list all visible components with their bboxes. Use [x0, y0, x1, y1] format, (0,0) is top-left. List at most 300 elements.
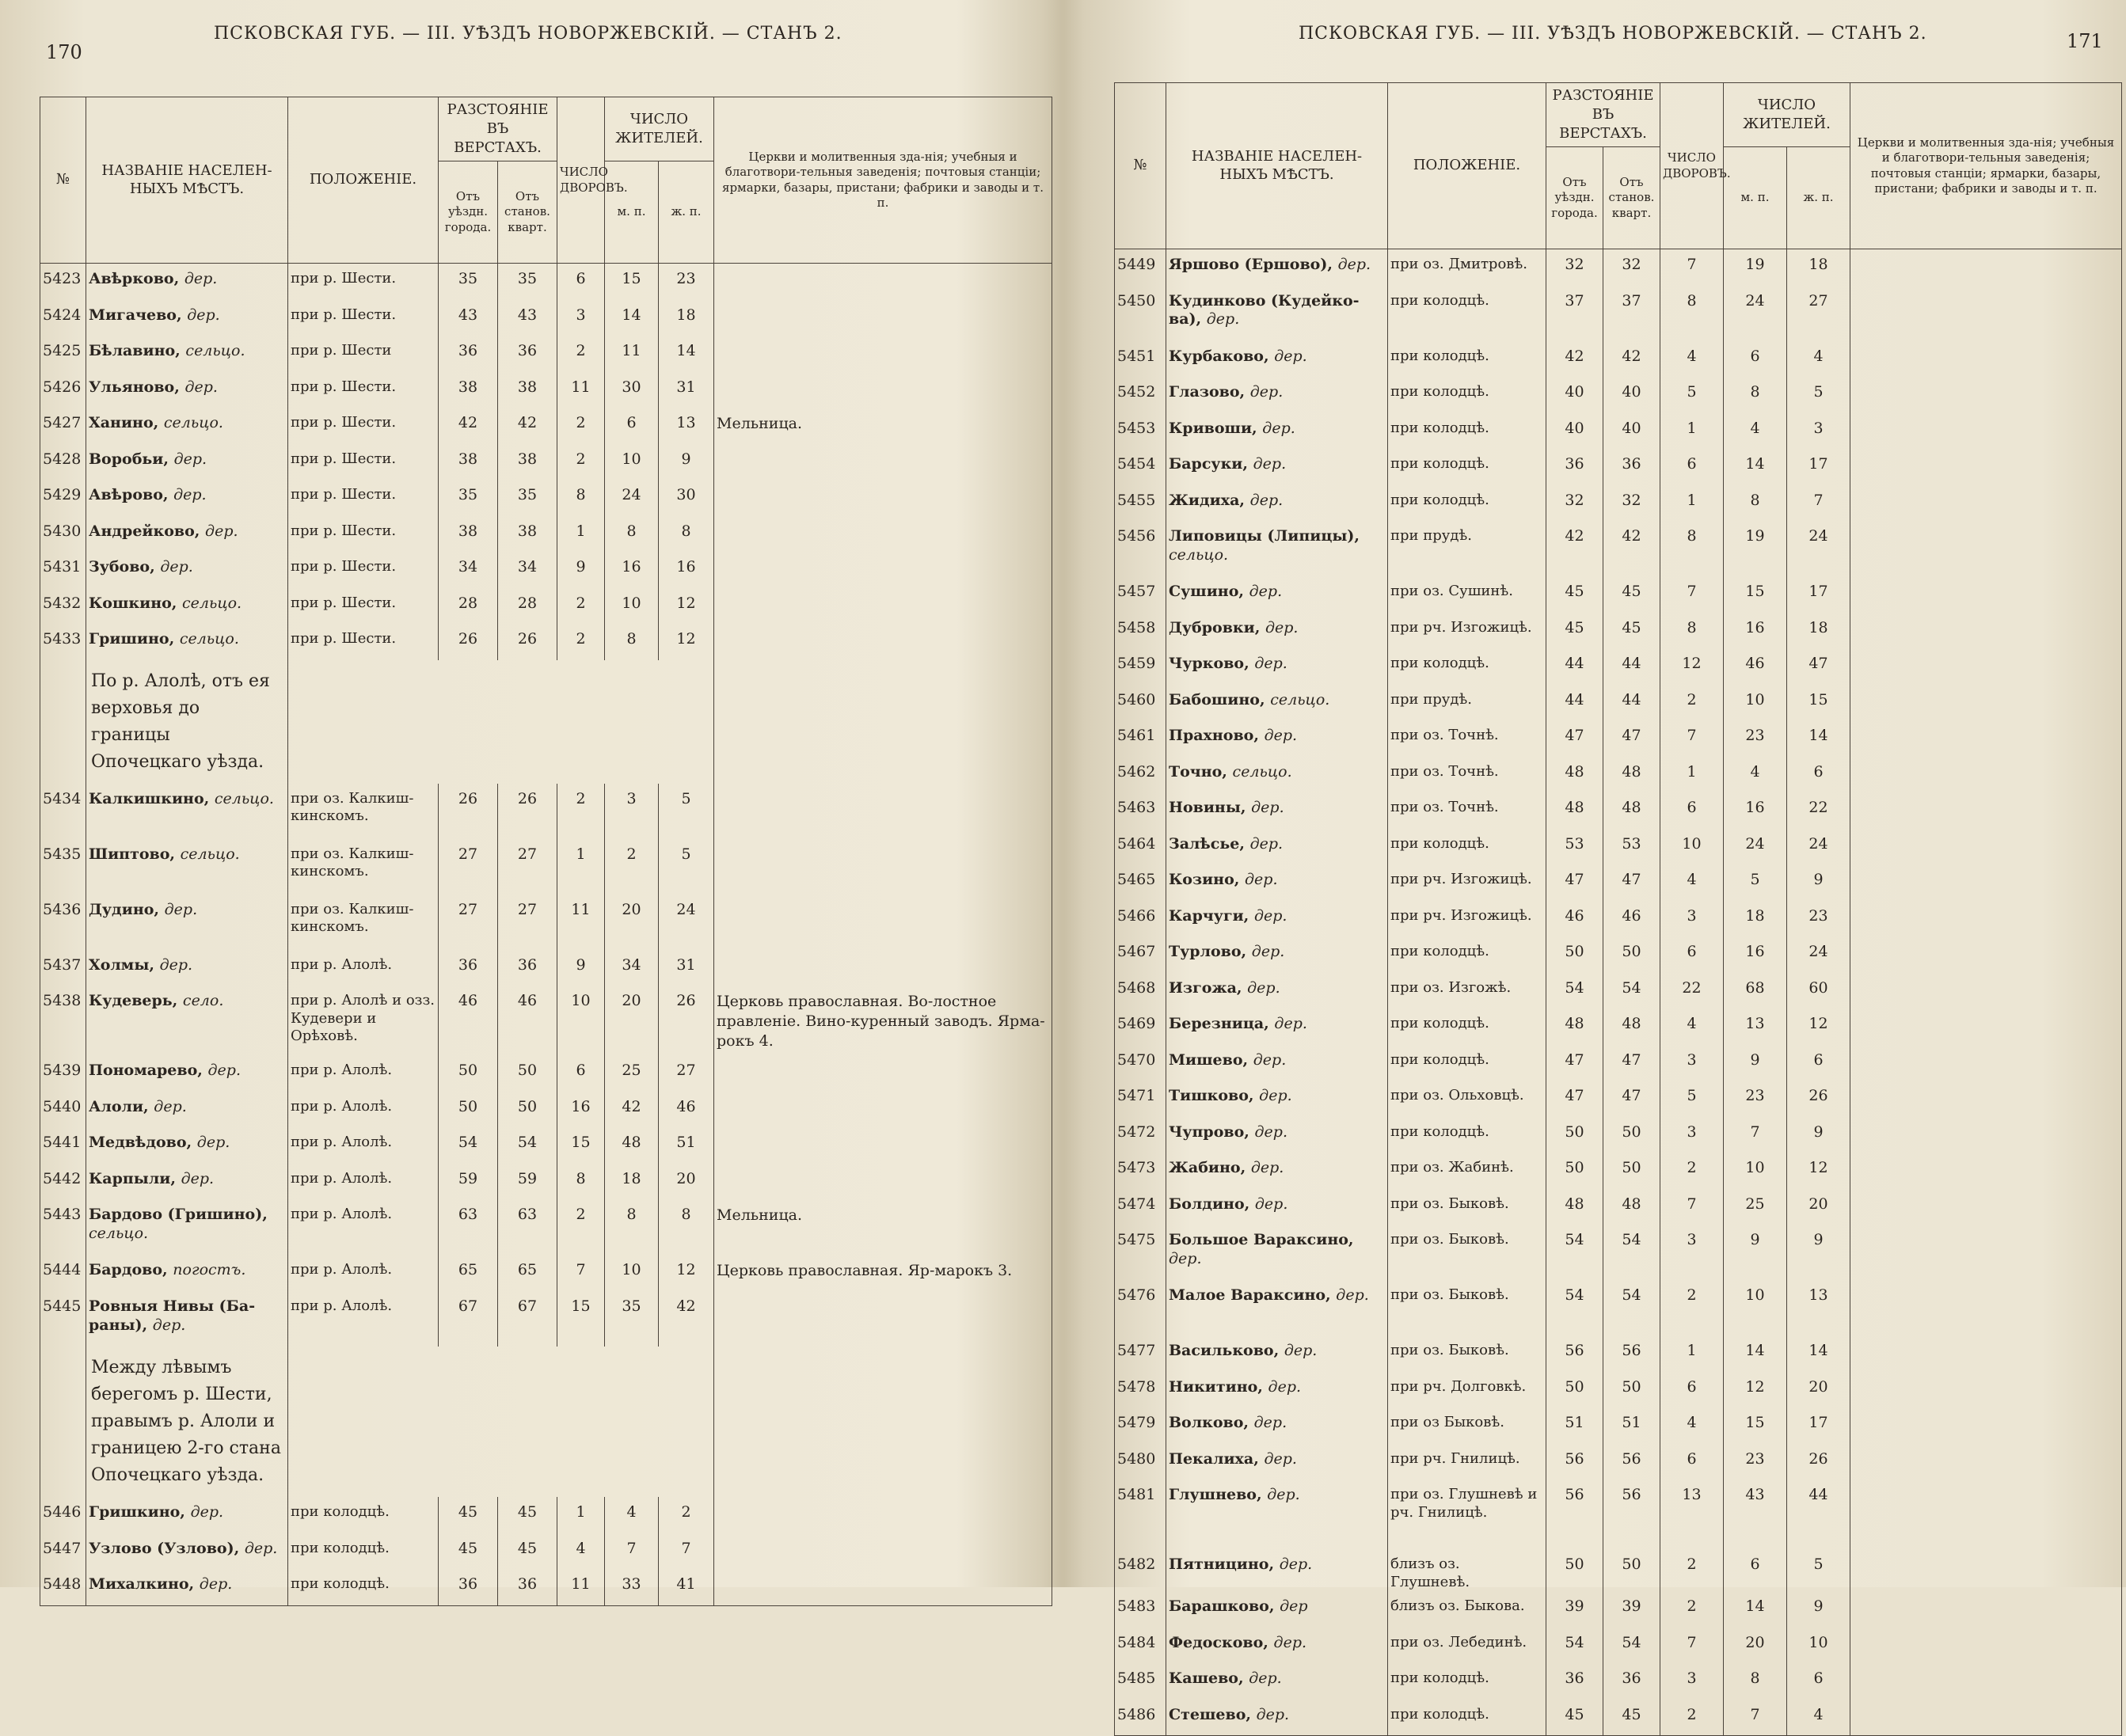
distance-city: 35: [439, 480, 498, 516]
settlement-type: дер.: [1253, 455, 1287, 473]
remarks: [1850, 1153, 2122, 1189]
page-number: 170: [46, 41, 82, 63]
male-count: 8: [1724, 485, 1787, 522]
remarks: [714, 300, 1052, 336]
households: 2: [557, 624, 605, 660]
row-number: 5476: [1115, 1280, 1166, 1335]
remarks: Церковь православная. Во-лостное правленіе. Вино-куренный заводъ. Ярма-рокъ 4.: [714, 986, 1052, 1055]
female-count: 20: [1787, 1189, 1850, 1225]
remarks: [1850, 341, 2122, 378]
position: при рч. Долговкѣ.: [1388, 1372, 1546, 1408]
settlement-type: дер.: [1245, 871, 1278, 888]
row-number: 5431: [40, 552, 86, 588]
settlement-type: дер.: [1251, 799, 1284, 816]
table-row: [1115, 413, 2122, 450]
female-count: 9: [1787, 864, 1850, 901]
position: при р. Алолѣ.: [288, 950, 439, 986]
distance-city: 27: [439, 839, 498, 895]
place-name-text: Кашево,: [1169, 1670, 1244, 1687]
row-number: 5454: [1115, 449, 1166, 485]
position: при оз. Быковѣ.: [1388, 1335, 1546, 1372]
female-count: 17: [1787, 1407, 1850, 1444]
place-name: [86, 950, 288, 986]
table-row: [40, 1497, 1052, 1533]
remarks: [1850, 1009, 2122, 1045]
place-name-text: Точно,: [1169, 762, 1227, 781]
households: 11: [557, 1569, 605, 1605]
row-number: 5474: [1115, 1189, 1166, 1225]
male-count: 23: [1724, 1081, 1787, 1117]
distance-station: 51: [1603, 1407, 1660, 1444]
distance-city: 26: [439, 784, 498, 839]
header-female: ж. п.: [1787, 147, 1850, 249]
place-name-text: Бабошино,: [1169, 690, 1265, 708]
distance-city: 54: [439, 1127, 498, 1164]
table-row: [1115, 864, 2122, 901]
settlement-type: сельцо.: [179, 630, 239, 648]
female-count: 12: [1787, 1009, 1850, 1045]
place-name: [86, 480, 288, 516]
table-row: [1115, 1700, 2122, 1736]
place-name-text: Барашково,: [1169, 1597, 1275, 1615]
settlement-type: дер.: [1250, 1159, 1284, 1176]
distance-station: 45: [498, 1533, 557, 1570]
table-row: [40, 336, 1052, 372]
settlement-type: дер.: [1256, 1705, 1290, 1723]
distance-city: 39: [1546, 1591, 1603, 1628]
households: 2: [1660, 1549, 1724, 1591]
settlement-type: дер.: [1254, 1195, 1288, 1213]
distance-city: 50: [1546, 1549, 1603, 1591]
distance-station: 56: [1603, 1335, 1660, 1372]
households: 1: [557, 516, 605, 553]
remarks: [714, 588, 1052, 625]
female-count: 18: [659, 300, 714, 336]
male-count: 14: [605, 300, 659, 336]
position: при колодцѣ.: [288, 1533, 439, 1570]
remarks: [1850, 648, 2122, 685]
female-count: 5: [1787, 377, 1850, 413]
households: 6: [557, 1055, 605, 1092]
position: при колодцѣ.: [1388, 1009, 1546, 1045]
remarks: [1850, 720, 2122, 757]
place-name: [1166, 249, 1388, 286]
female-count: 17: [1787, 576, 1850, 613]
distance-station: 42: [1603, 521, 1660, 576]
male-count: 7: [1724, 1700, 1787, 1736]
position: при рч. Изгожицѣ.: [1388, 864, 1546, 901]
male-count: 16: [1724, 792, 1787, 829]
male-count: 9: [1724, 1225, 1787, 1280]
place-name-text: Андрейково,: [89, 522, 200, 540]
table-row: [40, 1533, 1052, 1570]
female-count: 10: [1787, 1628, 1850, 1664]
header-remarks: Церкви и молитвенныя зда-нія; учебныя и благотвори-тельныя заведенія; почтовыя станціи; ярмарки, базары, пристани; фабрики и заводы и т. п.: [1850, 83, 2122, 249]
households: 11: [557, 895, 605, 950]
header-from-city: Отъ уѣздн. города.: [439, 161, 498, 264]
distance-station: 35: [498, 480, 557, 516]
female-count: 22: [1787, 792, 1850, 829]
place-name: [1166, 792, 1388, 829]
distance-city: 38: [439, 516, 498, 553]
distance-city: 36: [1546, 1663, 1603, 1700]
households: 8: [1660, 521, 1724, 576]
position: при оз. Сушинѣ.: [1388, 576, 1546, 613]
row-number: 5445: [40, 1291, 86, 1347]
male-count: 10: [605, 588, 659, 625]
header-households: ЧИСЛО ДВОРОВЪ.: [557, 97, 605, 264]
place-name-text: Прахново,: [1169, 727, 1259, 744]
female-count: 14: [1787, 1335, 1850, 1372]
place-name-text: Болдино,: [1169, 1195, 1250, 1213]
remarks: [1850, 1045, 2122, 1081]
position: близъ оз. Быкова.: [1388, 1591, 1546, 1628]
male-count: 4: [1724, 757, 1787, 793]
table-row: [1115, 341, 2122, 378]
male-count: 19: [1724, 521, 1787, 576]
place-name: [1166, 1372, 1388, 1408]
distance-station: 50: [1603, 1372, 1660, 1408]
settlement-type: дер.: [181, 1169, 215, 1187]
households: 16: [557, 1092, 605, 1128]
row-number: 5423: [40, 264, 86, 300]
female-count: 18: [1787, 613, 1850, 649]
households: 2: [1660, 1700, 1724, 1736]
female-count: 6: [1787, 757, 1850, 793]
place-name-text: Жидиха,: [1169, 491, 1246, 509]
households: 1: [1660, 1335, 1724, 1372]
position: при колодцѣ.: [1388, 449, 1546, 485]
remarks: [1850, 1628, 2122, 1664]
female-count: 46: [659, 1092, 714, 1128]
table-row: [40, 1291, 1052, 1347]
distance-station: 32: [1603, 249, 1660, 286]
distance-city: 43: [439, 300, 498, 336]
row-number: 5466: [1115, 901, 1166, 937]
position: при р. Алолѣ.: [288, 1092, 439, 1128]
female-count: 7: [1787, 485, 1850, 522]
male-count: 3: [605, 784, 659, 839]
households: 15: [557, 1127, 605, 1164]
table-row: [40, 895, 1052, 950]
distance-city: 56: [1546, 1480, 1603, 1549]
households: 3: [557, 300, 605, 336]
place-name: [1166, 1628, 1388, 1664]
distance-city: 32: [1546, 249, 1603, 286]
place-name-text: Зубово,: [89, 558, 155, 576]
header-male: м. п.: [605, 161, 659, 264]
settlement-type: дер.: [196, 1134, 230, 1152]
remarks: [714, 336, 1052, 372]
remarks: [1850, 1280, 2122, 1335]
header-number: №: [1115, 83, 1166, 249]
row-number: 5478: [1115, 1372, 1166, 1408]
table-row: [1115, 973, 2122, 1009]
table-row: [1115, 449, 2122, 485]
distance-station: 26: [498, 624, 557, 660]
row-number: 5450: [1115, 286, 1166, 341]
remarks: [1850, 864, 2122, 901]
settlement-type: дер.: [164, 900, 198, 918]
table-row: [1115, 521, 2122, 576]
row-number: 5456: [1115, 521, 1166, 576]
position: при колодцѣ.: [1388, 485, 1546, 522]
position: при р. Шести.: [288, 516, 439, 553]
distance-city: 53: [1546, 829, 1603, 865]
row-number: 5436: [40, 895, 86, 950]
female-count: 9: [1787, 1225, 1850, 1280]
male-count: 2: [605, 839, 659, 895]
remarks: [1850, 973, 2122, 1009]
households: 4: [1660, 341, 1724, 378]
section-spacer: [288, 1347, 714, 1497]
settlement-type: сельцо.: [1270, 690, 1330, 708]
distance-city: 45: [1546, 613, 1603, 649]
male-count: 6: [1724, 1549, 1787, 1591]
place-name-text: Федосково,: [1169, 1633, 1268, 1651]
distance-city: 59: [439, 1164, 498, 1200]
remarks: [1850, 576, 2122, 613]
table-row: [40, 588, 1052, 625]
male-count: 6: [1724, 341, 1787, 378]
table-row: [40, 480, 1052, 516]
place-name-text: Глазово,: [1169, 383, 1246, 401]
place-name: [86, 1092, 288, 1128]
remarks: [714, 1291, 1052, 1347]
place-name-text: Новины,: [1169, 799, 1246, 816]
households: 3: [1660, 1663, 1724, 1700]
settlement-type: дер.: [207, 1062, 241, 1080]
place-name: [86, 784, 288, 839]
header-name: НАЗВАНІЕ НАСЕЛЕН-НЫХЪ МѢСТЪ.: [1166, 83, 1388, 249]
settlement-type: сельцо.: [1169, 545, 1229, 564]
position: при оз. Лебединѣ.: [1388, 1628, 1546, 1664]
table-row: [1115, 613, 2122, 649]
row-number: 5485: [1115, 1663, 1166, 1700]
place-name: [86, 1497, 288, 1533]
male-count: 24: [1724, 286, 1787, 341]
female-count: 13: [659, 408, 714, 444]
remarks: [1850, 1591, 2122, 1628]
row-number: 5438: [40, 986, 86, 1055]
row-number: 5461: [1115, 720, 1166, 757]
households: 10: [1660, 829, 1724, 865]
settlement-type: сельцо.: [214, 789, 274, 807]
male-count: 18: [1724, 901, 1787, 937]
settlement-type: дер.: [1274, 347, 1307, 365]
position: при колодцѣ.: [1388, 341, 1546, 378]
female-count: 23: [1787, 901, 1850, 937]
table-row: [40, 986, 1052, 1055]
row-number: 5440: [40, 1092, 86, 1128]
female-count: 31: [659, 372, 714, 408]
place-name: [86, 1533, 288, 1570]
distance-station: 45: [1603, 576, 1660, 613]
position: при р. Шести.: [288, 264, 439, 300]
distance-station: 36: [498, 1569, 557, 1605]
position: при прудѣ.: [1388, 521, 1546, 576]
distance-station: 50: [498, 1055, 557, 1092]
settlement-type: дер.: [1247, 978, 1280, 997]
place-name: [1166, 613, 1388, 649]
distance-city: 50: [1546, 936, 1603, 973]
row-number: 5425: [40, 336, 86, 372]
place-name-text: Козино,: [1169, 871, 1240, 888]
distance-station: 65: [498, 1255, 557, 1291]
remarks: [1850, 1335, 2122, 1372]
place-name-text: Большое Вараксино,: [1169, 1231, 1354, 1248]
table-row: [1115, 685, 2122, 721]
row-number: 5469: [1115, 1009, 1166, 1045]
row-number: 5428: [40, 444, 86, 481]
distance-station: 50: [1603, 1549, 1660, 1591]
row-number: 5432: [40, 588, 86, 625]
female-count: 23: [659, 264, 714, 300]
settlement-type: дер.: [1251, 943, 1285, 960]
position: при р. Алолѣ.: [288, 1055, 439, 1092]
place-name-text: Калкишкино,: [89, 789, 210, 807]
distance-city: 36: [439, 336, 498, 372]
position: при р. Шести.: [288, 372, 439, 408]
position: при колодцѣ.: [1388, 829, 1546, 865]
remarks: [1850, 377, 2122, 413]
place-name: [86, 1569, 288, 1605]
distance-station: 50: [1603, 1153, 1660, 1189]
right-page: [1065, 0, 2126, 1723]
distance-city: 42: [1546, 521, 1603, 576]
distance-city: 48: [1546, 1189, 1603, 1225]
settlement-type: дер.: [1169, 1249, 1202, 1267]
place-name: [86, 1291, 288, 1347]
place-name: [1166, 1591, 1388, 1628]
section-spacer: [288, 660, 714, 784]
settlement-type: дер.: [1259, 1087, 1292, 1104]
place-name-text: Жабино,: [1169, 1159, 1246, 1176]
place-name: [1166, 413, 1388, 450]
distance-city: 47: [1546, 1045, 1603, 1081]
settlement-type: дер.: [1254, 655, 1287, 672]
remarks: [714, 1092, 1052, 1128]
place-name-text: Гришино,: [89, 630, 175, 648]
place-name-text: Ульяново,: [89, 378, 180, 396]
settlement-type: дер.: [1262, 419, 1295, 437]
households: 2: [1660, 685, 1724, 721]
row-number: 5473: [1115, 1153, 1166, 1189]
households: 3: [1660, 1117, 1724, 1153]
settlement-type: дер.: [1264, 727, 1298, 744]
households: 7: [1660, 1628, 1724, 1664]
place-name-text: Дубровки,: [1169, 618, 1261, 636]
distance-station: 38: [498, 372, 557, 408]
place-name-text: Холмы,: [89, 955, 154, 974]
remarks: [1850, 1117, 2122, 1153]
place-name-text: Волково,: [1169, 1414, 1249, 1431]
distance-station: 50: [1603, 1117, 1660, 1153]
male-count: 10: [1724, 1280, 1787, 1335]
households: 2: [1660, 1153, 1724, 1189]
table-row: [1115, 648, 2122, 685]
households: 22: [1660, 973, 1724, 1009]
female-count: 18: [1787, 249, 1850, 286]
place-name-text: Мигачево,: [89, 306, 182, 324]
place-name-text: Михалкино,: [89, 1575, 195, 1594]
distance-city: 46: [439, 986, 498, 1055]
table-row: [40, 784, 1052, 839]
place-name: [1166, 449, 1388, 485]
female-count: 60: [1787, 973, 1850, 1009]
table-row: [1115, 1280, 2122, 1335]
households: 6: [1660, 936, 1724, 973]
remarks: [714, 624, 1052, 660]
distance-city: 45: [1546, 576, 1603, 613]
table-row: [40, 444, 1052, 481]
position: при оз. Быковѣ.: [1388, 1225, 1546, 1280]
households: 5: [1660, 377, 1724, 413]
row-number: 5470: [1115, 1045, 1166, 1081]
distance-station: 48: [1603, 757, 1660, 793]
place-name-text: Никитино,: [1169, 1377, 1263, 1396]
row-number: 5448: [40, 1569, 86, 1605]
male-count: 11: [605, 336, 659, 372]
header-number: №: [40, 97, 86, 264]
female-count: 26: [1787, 1444, 1850, 1480]
place-name: [86, 408, 288, 444]
distance-city: 67: [439, 1291, 498, 1347]
row-number: 5477: [1115, 1335, 1166, 1372]
male-count: 10: [605, 444, 659, 481]
table-row: [1115, 1189, 2122, 1225]
distance-city: 65: [439, 1255, 498, 1291]
place-name: [1166, 1335, 1388, 1372]
place-name-text: Гришкино,: [89, 1503, 185, 1521]
female-count: 26: [1787, 1081, 1850, 1117]
distance-station: 47: [1603, 1045, 1660, 1081]
remarks: Мельница.: [714, 1199, 1052, 1255]
place-name-text: Пятницино,: [1169, 1556, 1275, 1573]
remarks: [1850, 1480, 2122, 1549]
place-name: [86, 588, 288, 625]
row-number: 5479: [1115, 1407, 1166, 1444]
male-count: 12: [1724, 1372, 1787, 1408]
distance-station: 50: [498, 1092, 557, 1128]
row-number: 5430: [40, 516, 86, 553]
row-number: 5433: [40, 624, 86, 660]
female-count: 9: [659, 444, 714, 481]
position: при колодцѣ.: [1388, 648, 1546, 685]
households: 3: [1660, 1225, 1724, 1280]
distance-station: 28: [498, 588, 557, 625]
remarks: [714, 516, 1052, 553]
distance-station: 26: [498, 784, 557, 839]
distance-city: 36: [1546, 449, 1603, 485]
distance-city: 47: [1546, 864, 1603, 901]
place-name-text: Шиптово,: [89, 845, 176, 863]
place-name: [86, 552, 288, 588]
place-name-text: Тишково,: [1169, 1087, 1254, 1104]
female-count: 14: [659, 336, 714, 372]
row-number: 5434: [40, 784, 86, 839]
position: при оз. Точнѣ.: [1388, 720, 1546, 757]
section-row: [40, 660, 1052, 784]
table-row: [1115, 1663, 2122, 1700]
position: при рч. Гнилицѣ.: [1388, 1444, 1546, 1480]
section-heading: Между лѣвымъ берегомъ р. Шести, правымъ р. Алоли и границею 2-го стана Опочецкаго уѣзда.: [86, 1347, 288, 1497]
distance-city: 40: [1546, 413, 1603, 450]
running-head: ПСКОВСКАЯ ГУБ. — III. УѢЗДЪ НОВОРЖЕВСКІЙ. — СТАНЪ 2.: [214, 24, 842, 44]
distance-station: 34: [498, 552, 557, 588]
position: при колодцѣ.: [1388, 936, 1546, 973]
remarks: [714, 480, 1052, 516]
